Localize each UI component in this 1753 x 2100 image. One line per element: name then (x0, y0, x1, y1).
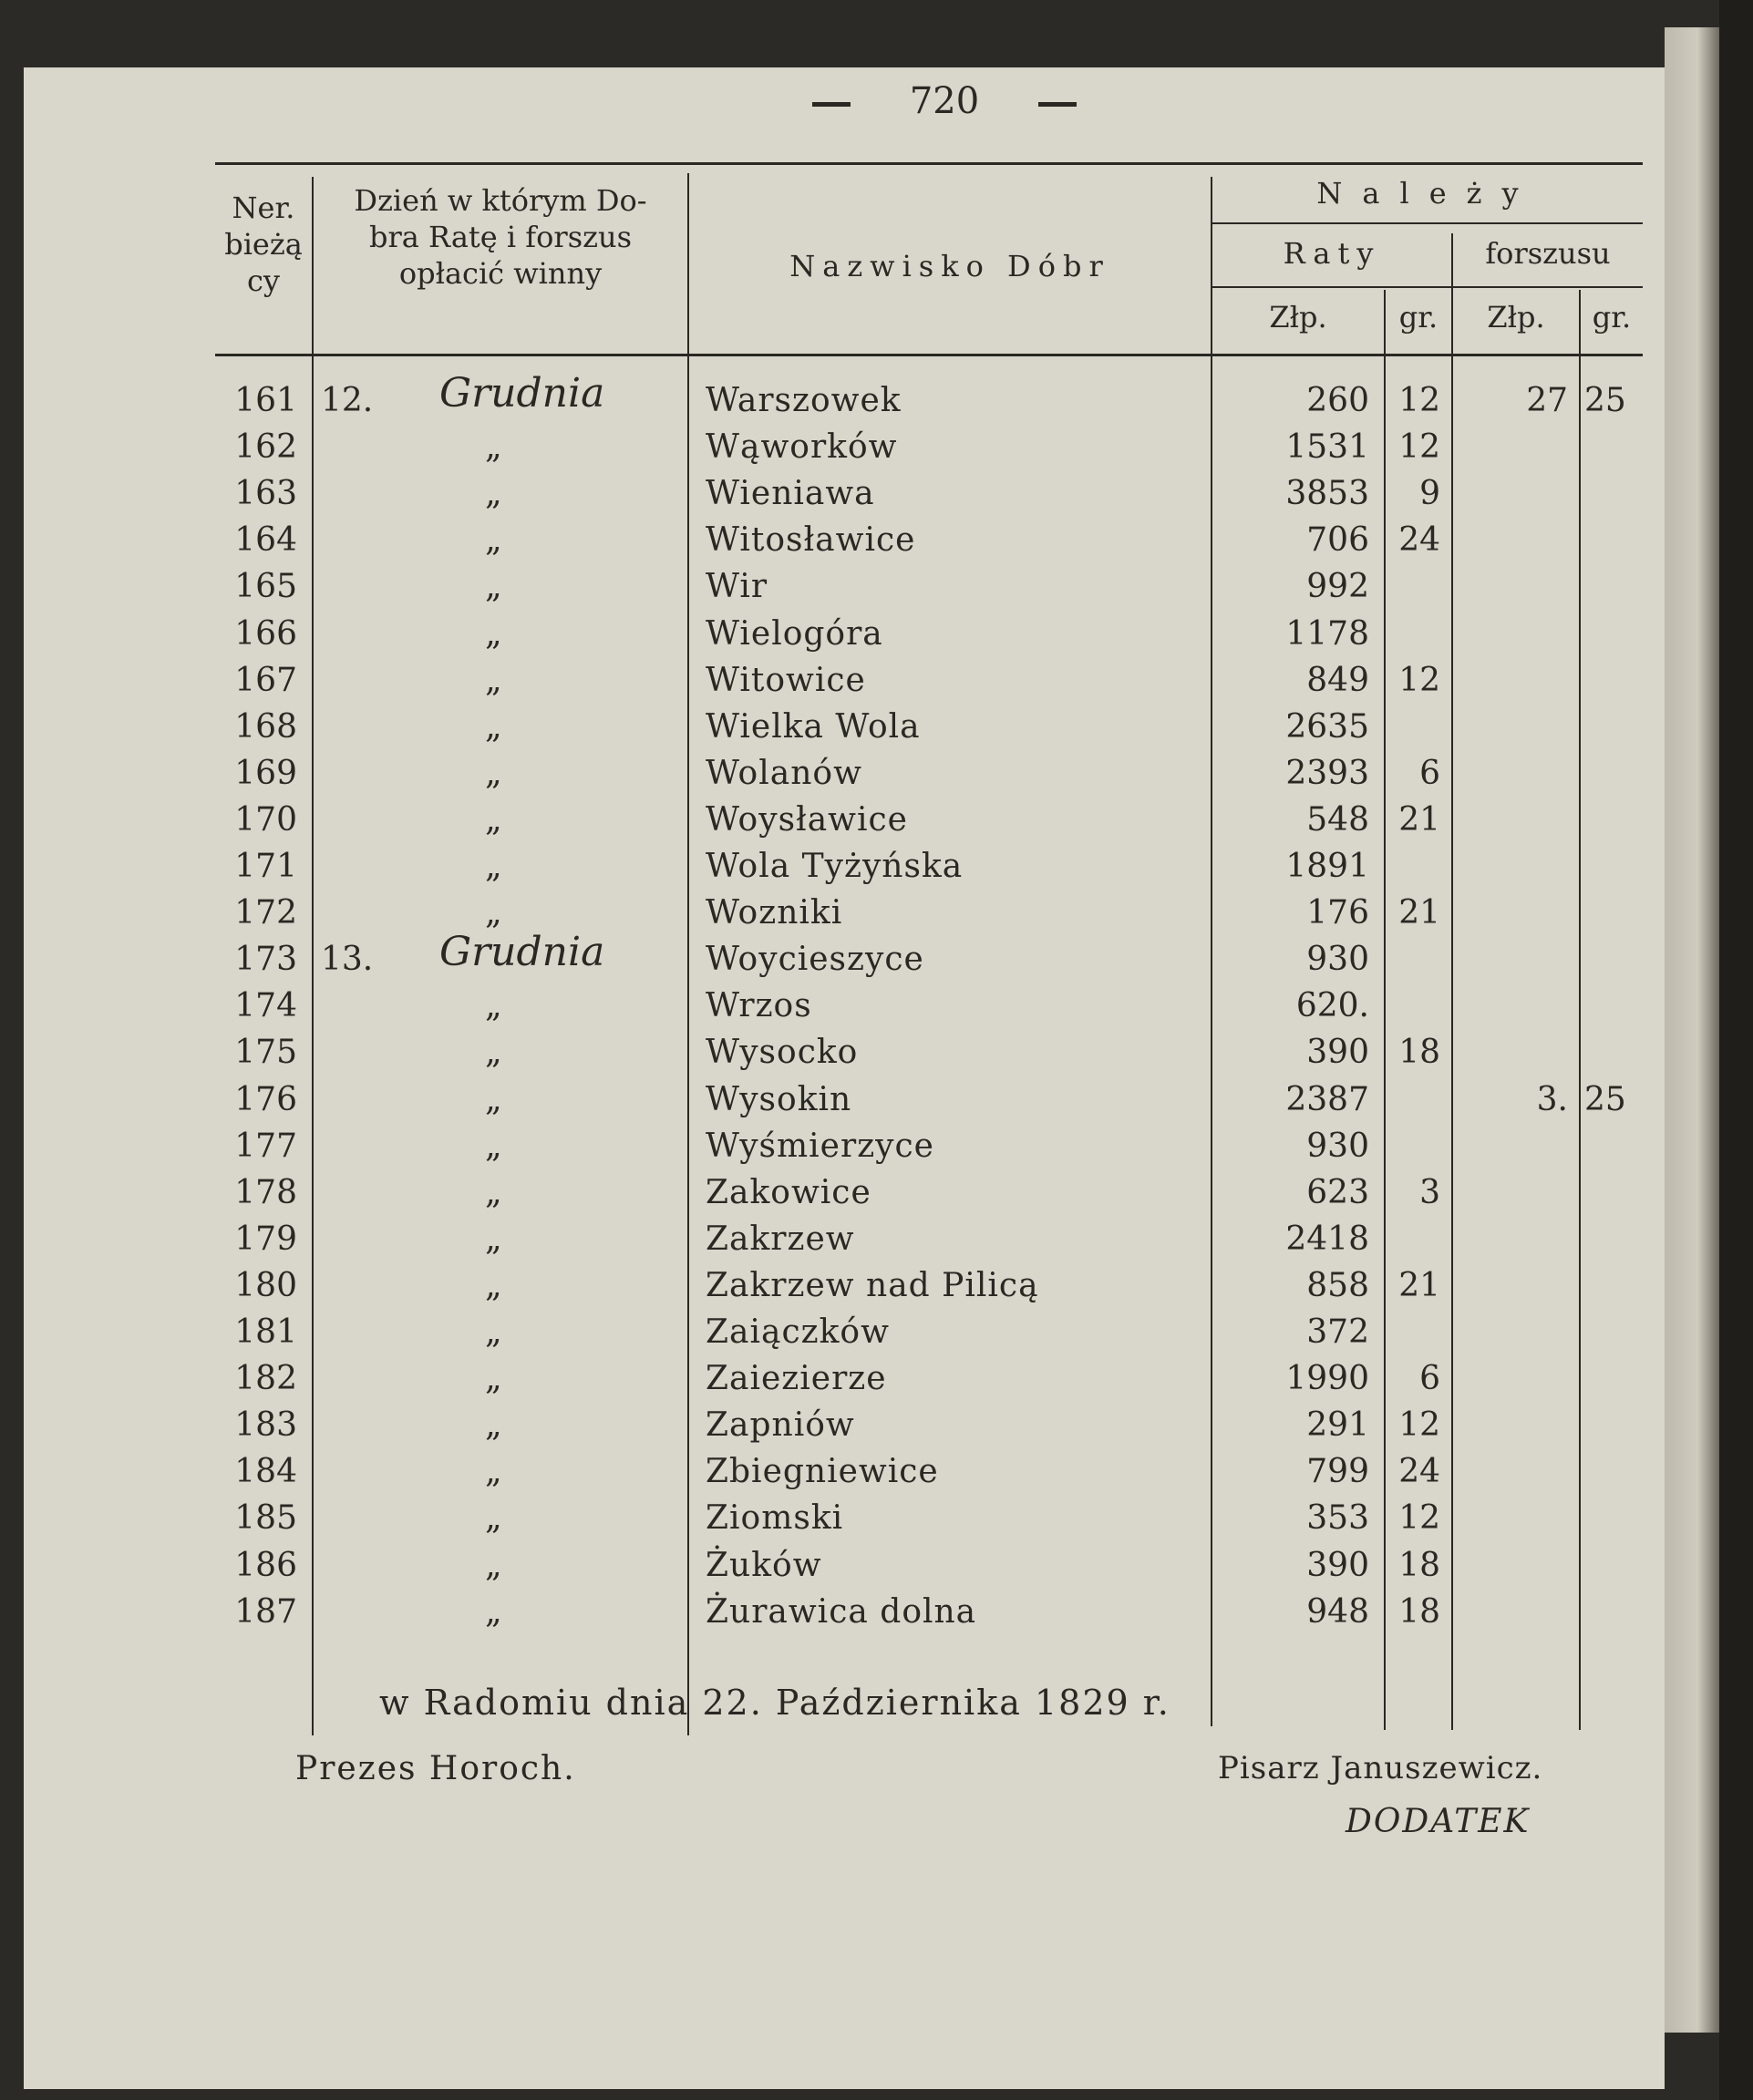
row-ditto: „ (485, 1499, 502, 1537)
row-raty-zlp: 1531 (1285, 428, 1369, 466)
row-ditto: „ (485, 1174, 502, 1211)
header-fors-zlp: Złp. (1487, 300, 1545, 335)
col-sep-6 (1579, 290, 1581, 1730)
row-estate-name: Zaiączków (706, 1313, 890, 1351)
row-ditto: „ (485, 1034, 502, 1071)
row-estate-name: Żuków (706, 1547, 822, 1584)
row-ditto: „ (485, 521, 502, 559)
row-number: 181 (234, 1313, 297, 1351)
row-ditto: „ (485, 1127, 502, 1165)
row-number: 180 (234, 1267, 297, 1304)
row-estate-name: Wąworków (706, 428, 898, 466)
row-raty-gr: 21 (1398, 801, 1440, 839)
row-estate-name: Witowice (706, 662, 866, 699)
row-estate-name: Zakrzew nad Pilicą (706, 1267, 1039, 1304)
row-raty-gr: 12 (1398, 1499, 1440, 1537)
signature-pisarz: Pisarz Januszewicz. (1218, 1750, 1543, 1786)
row-estate-name: Zbiegniewice (706, 1453, 939, 1490)
row-ditto: „ (485, 848, 502, 885)
row-raty-gr: 18 (1398, 1593, 1440, 1631)
row-raty-gr: 21 (1398, 1267, 1440, 1304)
row-raty-zlp: 390 (1306, 1034, 1369, 1071)
document-page (24, 67, 1665, 2089)
row-number: 176 (234, 1081, 297, 1118)
row-raty-gr: 9 (1419, 475, 1440, 512)
page-number: 720 (909, 80, 980, 122)
row-ditto: „ (485, 1593, 502, 1631)
row-number: 186 (234, 1547, 297, 1584)
row-estate-name: Wysokin (706, 1081, 852, 1118)
row-ditto: „ (485, 428, 502, 466)
row-ditto: „ (485, 475, 502, 512)
row-fors-zlp: 3. (1536, 1081, 1568, 1118)
row-ditto: „ (485, 1547, 502, 1584)
row-raty-zlp: 948 (1306, 1593, 1369, 1631)
row-number: 174 (234, 987, 297, 1024)
page-edge (1665, 27, 1719, 2033)
row-ditto: „ (485, 755, 502, 792)
row-number: 161 (234, 382, 297, 419)
row-ditto: „ (485, 987, 502, 1024)
row-number: 167 (234, 662, 297, 699)
row-number: 166 (234, 615, 297, 653)
row-raty-gr: 18 (1398, 1034, 1440, 1071)
row-number: 168 (234, 708, 297, 746)
row-number: 163 (234, 475, 297, 512)
row-ditto: „ (485, 1313, 502, 1351)
row-raty-zlp: 992 (1306, 568, 1369, 605)
row-raty-zlp: 2387 (1285, 1081, 1369, 1118)
row-ditto: „ (485, 1453, 502, 1490)
row-estate-name: Wysocko (706, 1034, 859, 1071)
header-nr: Ner. bieżą cy (224, 190, 303, 298)
row-raty-zlp: 2418 (1285, 1220, 1369, 1258)
row-ditto: „ (485, 568, 502, 605)
row-estate-name: Witosławice (706, 521, 916, 559)
row-raty-zlp: 623 (1306, 1174, 1369, 1211)
row-ditto: „ (485, 1360, 502, 1397)
col-sep-5 (1451, 233, 1453, 1730)
row-raty-zlp: 858 (1306, 1267, 1369, 1304)
row-ditto: „ (485, 1267, 502, 1304)
row-estate-name: Ziomski (706, 1499, 844, 1537)
row-fors-gr: 25 (1584, 1081, 1626, 1118)
row-raty-zlp: 372 (1306, 1313, 1369, 1351)
row-raty-gr: 3 (1419, 1174, 1440, 1211)
row-raty-zlp: 260 (1306, 382, 1369, 419)
header-name: Nazwisko Dóbr (789, 249, 1110, 283)
row-raty-gr: 6 (1419, 755, 1440, 792)
row-raty-zlp: 2635 (1285, 708, 1369, 746)
header-nalezy: Należy (1316, 176, 1539, 211)
row-number: 172 (234, 894, 297, 932)
row-raty-gr: 24 (1398, 1453, 1440, 1490)
row-number: 183 (234, 1406, 297, 1444)
row-estate-name: Wolanów (706, 755, 862, 792)
row-fors-gr: 25 (1584, 382, 1626, 419)
row-raty-zlp: 353 (1306, 1499, 1369, 1537)
row-estate-name: Wyśmierzyce (706, 1127, 934, 1165)
row-estate-name: Wieniawa (706, 475, 875, 512)
header-date: Dzień w którym Do- bra Ratę i forszus opłacić winny (354, 183, 647, 291)
catchword: DODATEK (1346, 1803, 1531, 1840)
row-number: 165 (234, 568, 297, 605)
place-date-line: w Radomiu dnia 22. Października 1829 r. (379, 1683, 1170, 1723)
col-sep-3 (1211, 177, 1212, 1726)
row-ditto: „ (485, 615, 502, 653)
row-raty-zlp: 548 (1306, 801, 1369, 839)
row-raty-gr: 12 (1398, 662, 1440, 699)
row-number: 185 (234, 1499, 297, 1537)
header-fors-gr: gr. (1592, 300, 1632, 335)
row-raty-gr: 12 (1398, 382, 1440, 419)
signature-prezes: Prezes Horoch. (295, 1750, 576, 1787)
header-raty-zlp: Złp. (1269, 300, 1327, 335)
row-ditto: „ (485, 894, 502, 932)
row-estate-name: Zakowice (706, 1174, 871, 1211)
row-estate-name: Woysławice (706, 801, 908, 839)
row-month: Grudnia (439, 929, 605, 975)
row-number: 184 (234, 1453, 297, 1490)
row-number: 175 (234, 1034, 297, 1071)
row-raty-zlp: 291 (1306, 1406, 1369, 1444)
book-spine (1719, 0, 1753, 2100)
col-sep-2 (687, 173, 689, 1735)
row-estate-name: Wielogóra (706, 615, 883, 653)
row-raty-zlp: 2393 (1285, 755, 1369, 792)
row-raty-zlp: 930 (1306, 1127, 1369, 1165)
header-raty-gr: gr. (1398, 300, 1438, 335)
row-ditto: „ (485, 1081, 502, 1118)
row-ditto: „ (485, 1220, 502, 1258)
row-raty-zlp: 176 (1306, 894, 1369, 932)
row-raty-zlp: 799 (1306, 1453, 1369, 1490)
row-number: 171 (234, 848, 297, 885)
row-raty-gr: 12 (1398, 428, 1440, 466)
row-raty-gr: 18 (1398, 1547, 1440, 1584)
row-raty-zlp: 620. (1295, 987, 1369, 1024)
row-number: 187 (234, 1593, 297, 1631)
row-number: 178 (234, 1174, 297, 1211)
header-forszusu: forszusu (1485, 236, 1611, 271)
row-ditto: „ (485, 1406, 502, 1444)
row-number: 182 (234, 1360, 297, 1397)
row-raty-zlp: 930 (1306, 941, 1369, 978)
row-estate-name: Woycieszyce (706, 941, 924, 978)
row-fors-zlp: 27 (1526, 382, 1568, 419)
row-month: Grudnia (439, 370, 605, 417)
row-raty-gr: 6 (1419, 1360, 1440, 1397)
row-number: 173 (234, 941, 297, 978)
row-number: 164 (234, 521, 297, 559)
header-raty: Raty (1283, 236, 1381, 271)
row-estate-name: Wir (706, 568, 768, 605)
col-sep-1 (312, 177, 314, 1735)
row-ditto: „ (485, 801, 502, 839)
row-raty-zlp: 390 (1306, 1547, 1369, 1584)
row-estate-name: Wola Tyżyńska (706, 848, 964, 885)
row-estate-name: Wozniki (706, 894, 843, 932)
row-raty-zlp: 3853 (1285, 475, 1369, 512)
row-raty-gr: 21 (1398, 894, 1440, 932)
row-ditto: „ (485, 662, 502, 699)
raty-rule (1211, 286, 1643, 288)
row-raty-zlp: 1891 (1285, 848, 1369, 885)
row-estate-name: Żurawica dolna (706, 1593, 977, 1631)
page-number-line (771, 80, 1118, 122)
row-estate-name: Wielka Wola (706, 708, 921, 746)
row-estate-name: Warszowek (706, 382, 902, 419)
row-estate-name: Zaiezierze (706, 1360, 887, 1397)
row-estate-name: Zakrzew (706, 1220, 855, 1258)
table-top-rule (215, 162, 1643, 165)
row-raty-zlp: 706 (1306, 521, 1369, 559)
row-number: 179 (234, 1220, 297, 1258)
row-day: 13. (321, 941, 374, 978)
row-estate-name: Zapniów (706, 1406, 855, 1444)
row-estate-name: Wrzos (706, 987, 812, 1024)
header-bottom-rule (215, 354, 1643, 356)
row-number: 162 (234, 428, 297, 466)
row-number: 177 (234, 1127, 297, 1165)
row-number: 169 (234, 755, 297, 792)
row-number: 170 (234, 801, 297, 839)
row-raty-gr: 24 (1398, 521, 1440, 559)
row-ditto: „ (485, 708, 502, 746)
row-raty-gr: 12 (1398, 1406, 1440, 1444)
nalezy-rule (1211, 222, 1643, 224)
row-day: 12. (321, 382, 374, 419)
row-raty-zlp: 849 (1306, 662, 1369, 699)
row-raty-zlp: 1178 (1285, 615, 1369, 653)
row-raty-zlp: 1990 (1285, 1360, 1369, 1397)
